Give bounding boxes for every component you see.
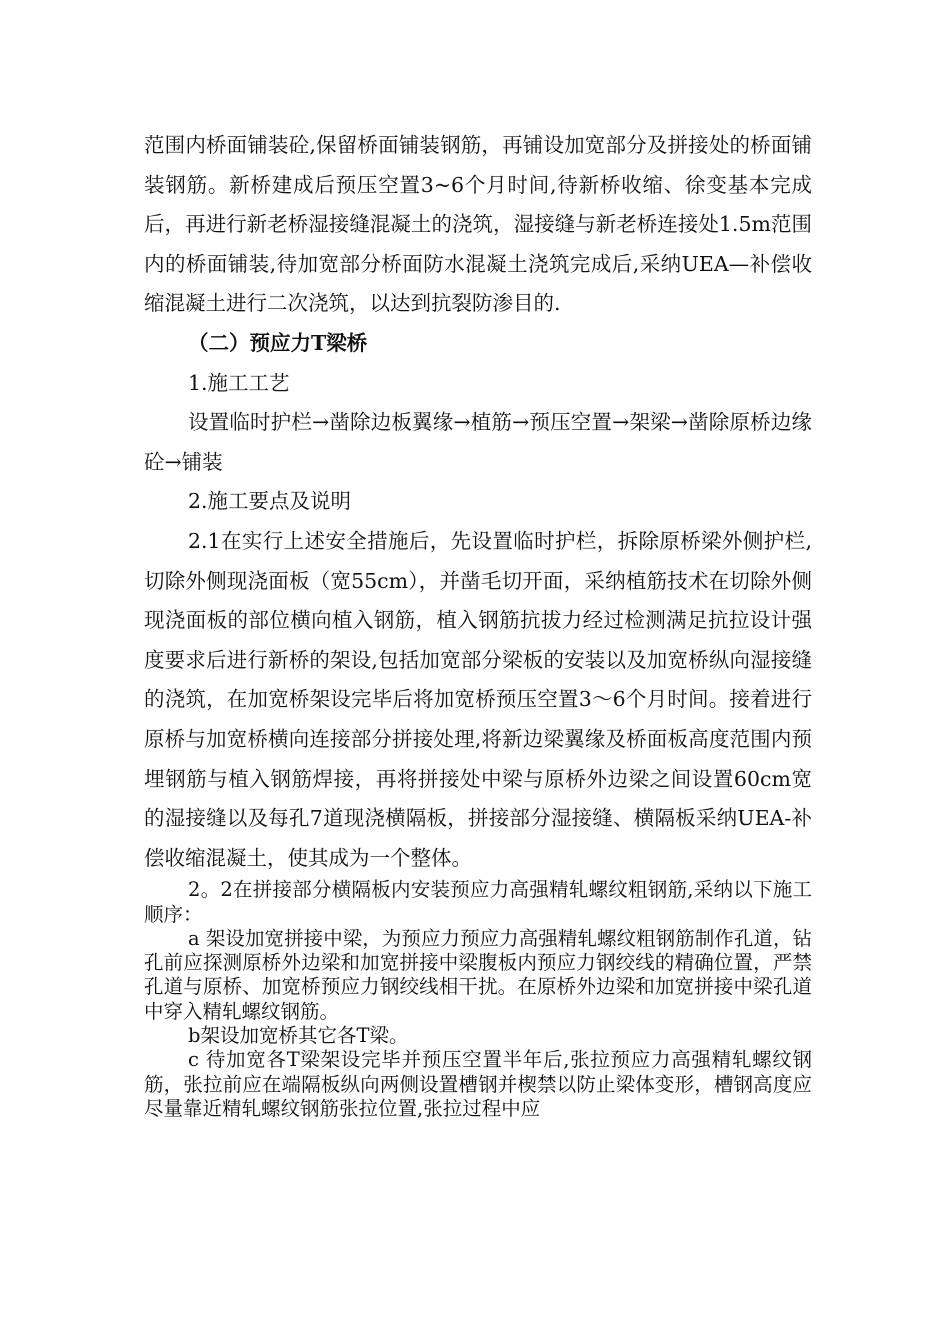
section-heading: （二）预应力T梁桥	[188, 330, 368, 355]
paragraph-2-1: 2.1在实行上述安全措施后，先设置临时护栏，拆除原桥梁外侧护栏,切除外侧现浇面板（宽55cm），并凿毛切开面，采纳植筋技术在切除外侧现浇面板的部位横向植入钢筋，植入钢筋抗拔力经过检测满足抗拉设计强度要求后进行新桥的架设,包括加宽部分梁板的安装以及加宽桥纵向湿接缝的浇筑，在加宽桥架设完毕后将加宽桥预压空置3～6个月时间。接着进行原桥与加宽桥横向连接部分拼接处理,将新边梁翼缘及桥面板高度范围内预埋钢筋与植入钢筋焊接，再将拼接处中梁与原桥外边梁之间设置60cm宽的湿接缝以及每孔7道现浇横隔板，拼接部分湿接缝、横隔板采纳UEA-补偿收缩混凝土，使其成为一个整体。	[144, 528, 812, 870]
body-text-tight	[144, 878, 812, 1121]
paragraph-continuation: 范围内桥面铺装砼,保留桥面铺装钢筋，再铺设加宽部分及拼接处的桥面铺装钢筋。新桥建成后预压空置3~6个月时间,待新桥收缩、徐变基本完成后，再进行新老桥湿接缝混凝土的浇筑，湿接缝与新老桥连接处1.5m范围内的桥面铺装,待加宽部分桥面防水混凝土浇筑完成后,采纳UEA—补偿收缩混凝土进行二次浇筑，以达到抗裂防渗目的.	[144, 133, 812, 316]
paragraph-process-flow: 设置临时护栏→凿除边板翼缘→植筋→预压空置→架梁→凿除原桥边缘砼→铺装	[144, 410, 812, 474]
paragraph-2-2: 2。2在拼接部分横隔板内安装预应力高强精轧螺纹粗钢筋,采纳以下施工顺序：	[144, 878, 812, 926]
document-page	[144, 126, 812, 1121]
paragraph-step-a: a 架设加宽拼接中梁，为预应力预应力高强精轧螺纹粗钢筋制作孔道，钻孔前应探测原桥外边梁和加宽拼接中梁腹板内预应力钢绞线的精确位置，严禁孔道与原桥、加宽桥预应力钢绞线相干扰。在原桥外边梁和加宽拼接中梁孔道中穿入精轧螺纹钢筋。	[144, 926, 812, 1023]
body-text-wide	[144, 126, 812, 878]
paragraph-step-b: b架设加宽桥其它各T梁。	[188, 1024, 409, 1048]
subheading-process: 1.施工工艺	[188, 370, 290, 395]
paragraph-step-c: c 待加宽各T梁架设完毕并预压空置半年后,张拉预应力高强精轧螺纹钢筋，张拉前应在端隔板纵向两侧设置槽钢并楔禁以防止梁体变形，槽钢高度应尽量靠近精轧螺纹钢筋张拉位置,张拉过程中应	[144, 1048, 812, 1120]
subheading-key-points: 2.施工要点及说明	[188, 489, 352, 514]
